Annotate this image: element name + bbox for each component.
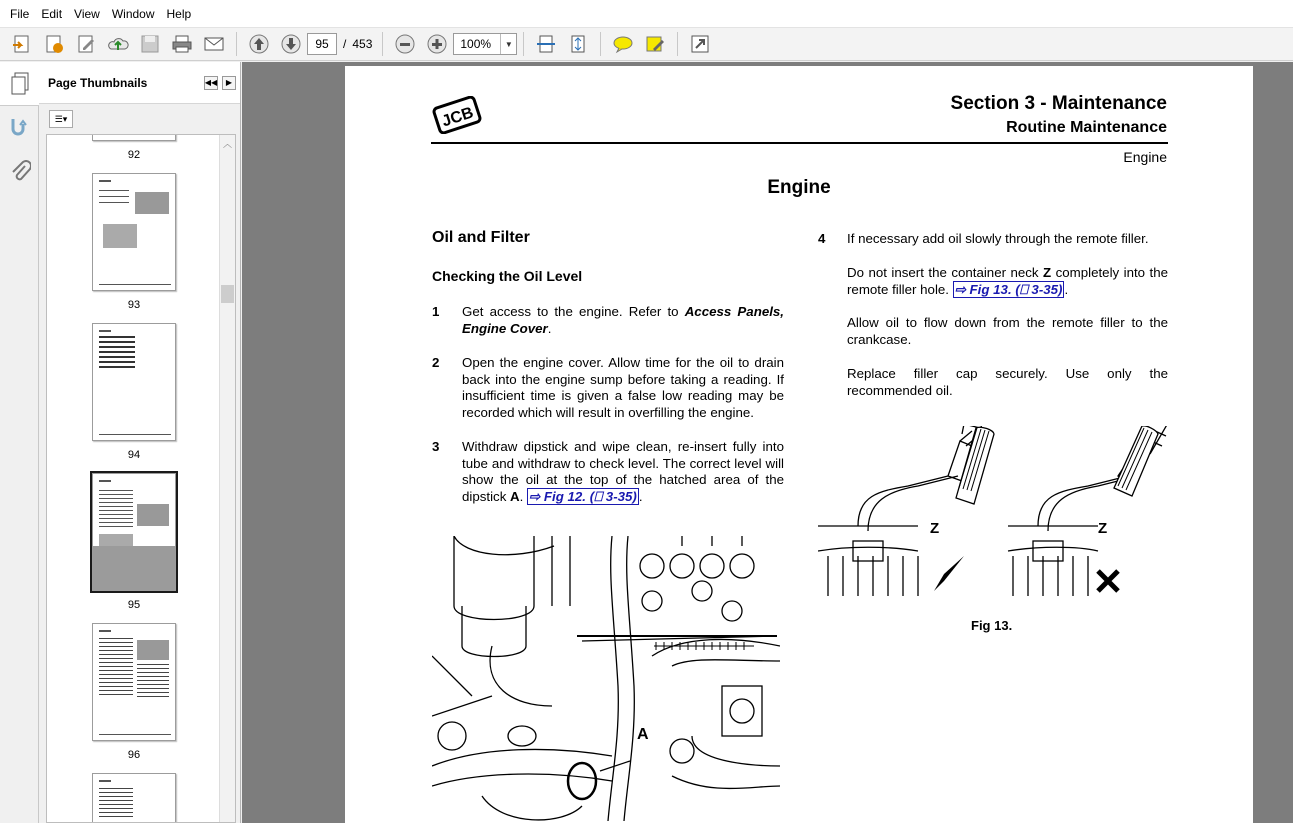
para-punct: . [1064, 281, 1069, 297]
zoom-in-icon[interactable] [425, 32, 449, 56]
page-total: 453 [352, 37, 373, 51]
thumbnail-label: 92 [127, 149, 141, 161]
thumbnail-label: 95 [127, 599, 141, 611]
attachments-icon[interactable] [0, 150, 39, 194]
thumbnail-page[interactable] [92, 323, 176, 441]
email-icon[interactable] [202, 32, 226, 56]
step-punct: . [638, 489, 643, 505]
page-separator: / [343, 37, 347, 51]
thumbnail-page[interactable] [92, 134, 176, 141]
collapse-panel-icon[interactable]: ◀◀ [204, 76, 218, 90]
previous-page-icon[interactable] [247, 32, 271, 56]
navigation-pane-icons [0, 62, 39, 823]
comment-icon[interactable] [611, 32, 635, 56]
thumbnail-options [39, 104, 240, 134]
fig13-caption: Fig 13. [971, 618, 1013, 633]
section-title: Section 3 - Maintenance [950, 93, 1167, 114]
upload-icon[interactable] [106, 32, 130, 56]
fig13-z-left: Z [930, 520, 940, 537]
step-number: 3 [432, 439, 440, 454]
menu-bar [0, 0, 1293, 28]
step-number: 2 [432, 355, 440, 370]
step-text: Get access to the engine. Refer to [462, 304, 685, 319]
thumbnail-page[interactable] [92, 173, 176, 291]
fit-page-icon[interactable] [566, 32, 590, 56]
step-punct: . [547, 320, 552, 336]
thumbnail-page-selected[interactable] [92, 473, 176, 591]
step-3: 3 Withdraw dipstick and wipe clean, re-insert fully into tube and withdraw to check level. The correct level will show the oil at the top of the hatched area of the dipstick A. ⇨ Fig 12. (⎕ 3-35) . [432, 439, 784, 505]
neck-label: Z [1043, 265, 1052, 280]
options-menu-icon[interactable]: ☰▾ [49, 110, 73, 128]
thumbnail-label: 96 [127, 749, 141, 761]
step-number: 4 [818, 231, 826, 246]
fig12-engine-illustration [432, 536, 780, 821]
toolbar-separator [600, 32, 601, 56]
zoom-input[interactable] [454, 34, 500, 54]
menu-view[interactable]: View [74, 6, 100, 21]
step-4 [818, 231, 1170, 248]
menu-file[interactable]: File [10, 6, 30, 21]
dipstick-label: A [510, 489, 520, 505]
edit-pdf-icon[interactable] [74, 32, 98, 56]
thumbnails-panel [39, 62, 241, 823]
svg-text:JCB: JCB [439, 104, 476, 131]
thumbnail-label: 94 [127, 449, 141, 461]
save-icon[interactable] [138, 32, 162, 56]
fig13-link[interactable]: ⇨ Fig 13. (⎕ 3-35) [954, 281, 1063, 297]
scrollbar-thumb[interactable] [221, 285, 234, 303]
combine-files-icon[interactable] [42, 32, 66, 56]
menu-window[interactable]: Window [111, 6, 155, 21]
document-viewer[interactable] [242, 62, 1293, 823]
jcb-logo [432, 96, 482, 134]
step-reference[interactable]: Access Panels, Engine Cover [462, 304, 784, 336]
toolbar [0, 28, 1293, 61]
step-text: Open the engine cover. Allow time for the oil to drain back into the engine sump before taking a reading. If insufficient time is given a false low reading may be recorded which will result in overfilling the engine. [462, 355, 784, 421]
thumbnail-label: 93 [127, 299, 141, 311]
step-1 [432, 304, 784, 337]
section-topic: Engine [1123, 149, 1167, 165]
toolbar-separator [382, 32, 383, 56]
section-subtitle: Routine Maintenance [1006, 119, 1167, 136]
page-number-input[interactable] [307, 33, 337, 55]
header-rule [431, 142, 1168, 144]
fig12-callout-a: A [637, 726, 649, 743]
para-neck [847, 265, 1168, 298]
menu-help[interactable]: Help [166, 6, 192, 21]
fig13-filler-illustration [818, 426, 1168, 616]
toolbar-separator [677, 32, 678, 56]
page-thumbnails-icon[interactable] [0, 62, 39, 106]
toolbar-separator [523, 32, 524, 56]
step-number: 1 [432, 304, 440, 319]
scroll-up-icon[interactable]: ︿ [222, 139, 232, 149]
toolbar-separator [236, 32, 237, 56]
fit-width-icon[interactable] [534, 32, 558, 56]
menu-edit[interactable]: Edit [41, 6, 63, 21]
chevron-down-icon[interactable]: ▼ [500, 34, 516, 54]
para-text: Do not insert the container neck [847, 265, 1044, 280]
thumbnail-page[interactable] [92, 773, 176, 823]
next-page-icon[interactable] [279, 32, 303, 56]
page-title: Engine [767, 177, 831, 198]
zoom-out-icon[interactable] [393, 32, 417, 56]
para-text: completely into the remote filler hole. [847, 265, 1169, 297]
para-flow: Allow oil to flow down from the remote filler to the crankcase. [847, 315, 1168, 347]
create-pdf-icon[interactable] [10, 32, 34, 56]
expand-icon[interactable] [688, 32, 712, 56]
zoom-select[interactable] [453, 33, 517, 55]
heading-oil-filter: Oil and Filter [432, 229, 530, 246]
panel-next-icon[interactable]: ▶ [222, 76, 236, 90]
thumbnail-scrollbar[interactable] [219, 135, 235, 823]
para-cap: Replace filler cap securely. Use only the recommended oil. [847, 366, 1168, 398]
thumbnails-header [39, 62, 240, 104]
fig13-z-right: Z [1098, 520, 1108, 537]
thumbnail-page[interactable] [92, 623, 176, 741]
thumbnail-list[interactable] [46, 134, 236, 823]
panel-title: Page Thumbnails [48, 75, 148, 90]
step-text: If necessary add oil slowly through the remote filler. [847, 231, 1149, 246]
print-icon[interactable] [170, 32, 194, 56]
fig12-link[interactable]: ⇨ Fig 12. (⎕ 3-35) [529, 489, 637, 505]
step-text: Withdraw dipstick and wipe clean, re-insert fully into tube and withdraw to check level. The correct level will show the oil at the top of the hatched area of the dipstick [462, 439, 784, 505]
highlight-icon[interactable] [643, 32, 667, 56]
bookmarks-icon[interactable] [0, 106, 39, 150]
subheading-check-level: Checking the Oil Level [432, 268, 583, 284]
document-page [345, 66, 1253, 823]
step-2 [432, 355, 784, 422]
